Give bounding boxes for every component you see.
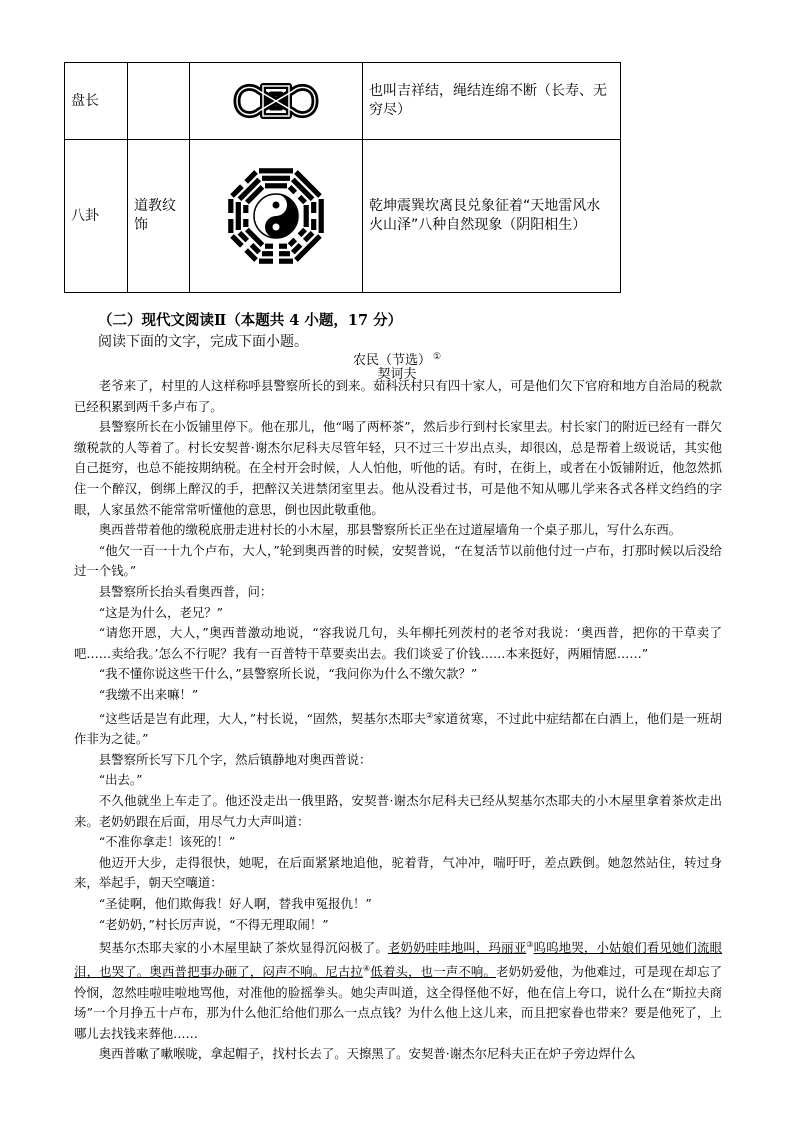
underlined-text: 老奶奶哇哇地叫，玛丽亚 — [387, 940, 527, 956]
paragraph — [74, 935, 722, 1044]
paragraph: “出去。” — [98, 772, 143, 788]
symbol-category-cell — [128, 63, 190, 140]
paragraph: 县警察所长在小饭铺里停下。他在那儿，他“喝了两杯茶”，然后步行到村长家里去。村长家门的附近已经有一群欠缴税款的人等着了。村长安契普·谢杰尔尼科夫尽管年轻，只不过三十岁出点头，却很凶，总是帮着上级说话，其实他自己挺穷，也总不能按期纳税。在全村开会时候，人人怕他，听他的话。有时，在街上，或者在小饭铺附近，他忽然抓住一个醉汉，倒绑上醉汉的手，把醉汉关进禁闭室里去。他从没看过书，可是他不知从哪儿学来各式各样文绉绉的字眼，人家虽然不能常常听懂他的意思，倒也因此敬重他。 — [74, 419, 722, 517]
paragraph: “他欠一百一十九个卢布，大人，”轮到奥西普的时候，安契普说，“在复活节以前他付过一卢布，打那时候以后没给过一个钱。” — [74, 542, 722, 579]
paragraph: “我不懂你说这些干什么，”县警察所长说，“我问你为什么不缴欠款？” — [98, 666, 478, 682]
footnote-marker: ② — [426, 710, 434, 720]
paragraph — [74, 706, 722, 750]
footnote-marker: ④ — [363, 963, 371, 973]
symbol-category-cell: 道教纹饰 — [128, 140, 190, 293]
footnote-marker: ① — [432, 351, 442, 362]
paragraph: “圣徒啊，他们欺侮我！好人啊，替我申冤报仇！” — [98, 895, 372, 911]
paragraph: 不久他就坐上车走了。他还没走出一俄里路，安契普·谢杰尔尼科夫已经从契基尔杰耶夫的小木屋里拿着茶炊走出来。老奶奶跟在后面，用尽气力大声叫道： — [74, 793, 722, 829]
paragraph-text: 老奶奶爱他，为他难过，可是现在却忘了怜悯，忽然哇啦哇啦地骂他，对准他的脸摇拳头。她尖声叫道，这全得怪他不好，他在信上夸口，说什么在“斯拉夫商场”一个月挣五十卢布，那为什么他汇给他们那么一点点钱？为什么他上这儿来，而且把家眷也带来？要是他死了，上哪儿去找钱来葬他…… — [74, 964, 723, 1041]
symbol-name-cell: 八卦 — [65, 140, 128, 293]
symbol-meaning-cell: 也叫吉祥结，绳结连绵不断（长寿、无穷尽） — [363, 63, 621, 140]
bagua-icon — [221, 161, 331, 271]
table-row — [65, 63, 621, 140]
paragraph: 县警察所长写下几个字，然后镇静地对奥西普说： — [98, 751, 372, 767]
symbol-image-cell — [190, 140, 363, 293]
footnote-marker: ③ — [526, 940, 534, 950]
symbol-image-cell — [190, 63, 363, 140]
article-author: 契诃夫 — [377, 367, 417, 382]
article-title-text: 农民（节选） — [352, 353, 431, 368]
symbol-table — [64, 62, 621, 293]
paragraph: 老爷来了，村里的人这样称呼县警察所长的到来。茹科沃村只有四十家人，可是他们欠下官府和地方自治局的税款已经积累到两千多卢布了。 — [74, 378, 722, 414]
paragraph: 奥西普带着他的缴税底册走进村长的小木屋，那县警察所长正坐在过道屋墙角一个桌子那儿，写什么东西。 — [98, 522, 682, 538]
paragraph: “请您开恩，大人，”奥西普激动地说，“容我说几句，头年柳托列茨村的老爷对我说：‘奥西普，把你的干草卖了吧……卖给我。’怎么不行呢？我有一百普特干草要卖出去。我们谈妥了价钱……本来挺好，两厢情愿……” — [74, 625, 722, 661]
paragraph: “我缴不出来嘛！” — [98, 686, 199, 702]
instruction-text: 阅读下面的文字，完成下面小题。 — [98, 334, 308, 350]
article-body — [74, 376, 722, 1065]
underlined-text: 低着头，也一声不响。 — [370, 964, 497, 979]
paragraph: “不准你拿走！该死的！” — [98, 834, 236, 850]
symbol-meaning-cell: 乾坤震巽坎离艮兑象征着“天地雷风水火山泽”八种自然现象（阴阳相生） — [363, 140, 621, 293]
paragraph: “这是为什么，老兄？” — [98, 604, 223, 620]
symbol-name-cell: 盘长 — [65, 63, 128, 140]
table-row — [65, 140, 621, 293]
paragraph: 他迈开大步，走得很快，她呢，在后面紧紧地追他，驼着背，气冲冲，喘吁吁，差点跌倒。她忽然站住，转过身来，举起手，朝天空嚷道： — [74, 854, 722, 891]
endless-knot-icon — [229, 78, 323, 124]
paragraph-text: 契基尔杰耶夫家的小木屋里缺了茶炊显得沉闷极了。 — [98, 940, 388, 956]
paragraph-text: “这些话是岂有此理，大人，”村长说，“固然，契基尔杰耶夫 — [98, 710, 427, 726]
paragraph: 县警察所长抬头看奥西普，问： — [98, 583, 273, 599]
paragraph: “老奶奶，”村长厉声说，“不得无理取闹！” — [98, 916, 329, 932]
paragraph-text: 家道贫寒，不过此中症结都在白酒上，他们是一班胡作非为之徒。” — [74, 710, 722, 747]
paragraph: 奥西普嗽了嗽喉咙，拿起帽子，找村长去了。天擦黑了。安契普·谢杰尔尼科夫正在炉子旁边焊什么 — [98, 1046, 636, 1062]
underlined-text: 呜呜地哭，小姑娘们看见她们流眼泪，也哭了。奥西普把事办砸了，闷声不响。尼古拉 — [74, 940, 723, 979]
section-heading: （二）现代文阅读Ⅱ（本题共 4 小题，17 分） — [98, 312, 403, 329]
